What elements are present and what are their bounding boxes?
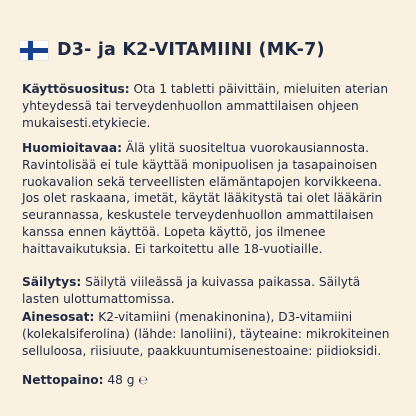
ingredients-section bbox=[22, 309, 400, 359]
storage-label: Säilytys: bbox=[22, 275, 82, 289]
usage-label: Käyttösuositus: bbox=[22, 82, 130, 96]
ingredients-text: K2-vitamiini (menakinonina), D3-vitamiini (kolekalsiferolina) (lähde: lanoliini), täyteaine: mikrokiteinen selluloosa, riisiuute, paakkuuntumisenestoaine: piidioksidi. bbox=[22, 310, 390, 358]
storage-section bbox=[22, 274, 400, 308]
usage-recommendation bbox=[22, 81, 400, 131]
estimated-sign-icon: ℮ bbox=[138, 373, 149, 387]
finland-flag-icon bbox=[20, 41, 48, 60]
notes-label: Huomioitavaa: bbox=[22, 141, 122, 155]
storage-text: Säilytä viileässä ja kuivassa paikassa. Säilytä lasten ulottumattomissa. bbox=[22, 275, 361, 306]
usage-text: Ota 1 tabletti päivittäin, mieluiten aterian yhteydessä tai terveydenhuollon ammattilaisen ohjeen mukaisesti.etykiecie. bbox=[22, 82, 389, 130]
header bbox=[20, 40, 325, 60]
ingredients-label: Ainesosat: bbox=[22, 310, 95, 324]
notes-text: Älä ylitä suositeltua vuorokausiannosta. Ravintolisää ei tule käyttää monipuolisen ja tasapainoisen ruokavalion sekä terveellisten elämäntapojen korvikkeena. Jos olet raskaana, imetät, käytät lääkitystä tai olet lääkärin seurannassa, keskustele terveydenhuollon ammattilaisen kanssa ennen käyttöä. Lopeta käyttö, jos ilmenee haittavaikutuksia. Ei tarkoitettu alle 18-vuotiaille. bbox=[22, 141, 383, 256]
net-weight-section bbox=[22, 372, 400, 389]
product-title: D3- ja K2-VITAMIINI (MK-7) bbox=[57, 40, 325, 60]
notes-section bbox=[22, 140, 400, 258]
net-weight-label: Nettopaino: bbox=[22, 373, 104, 387]
net-weight-value: 48 g bbox=[103, 373, 139, 387]
